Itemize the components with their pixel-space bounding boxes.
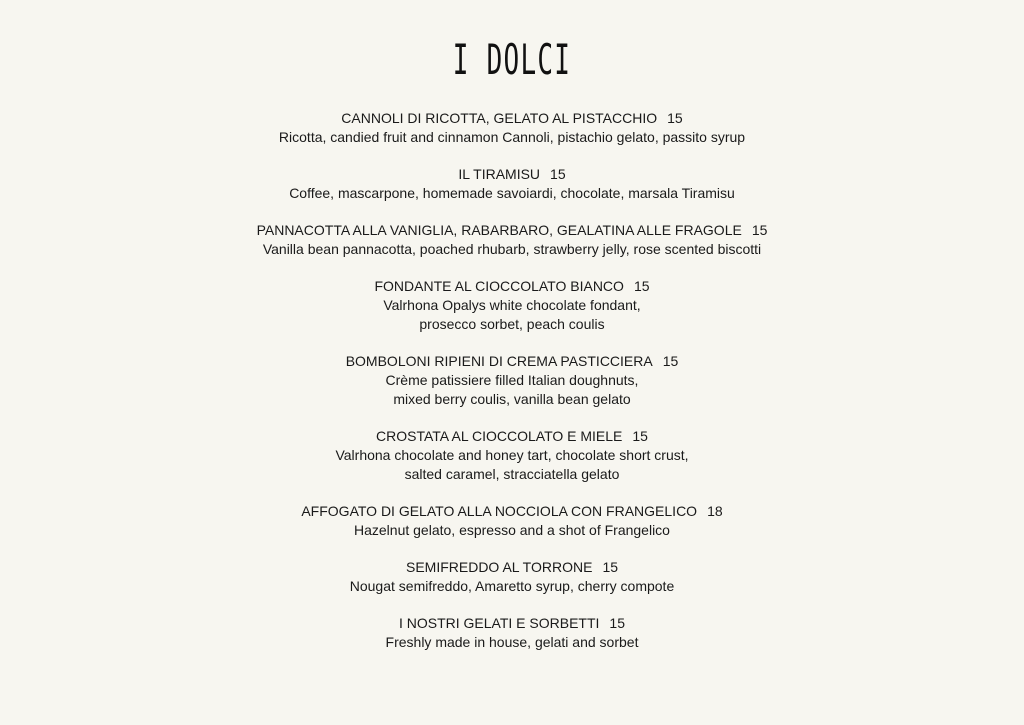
menu-title: I DOLCI xyxy=(452,35,572,84)
menu-item xyxy=(0,109,1024,147)
item-price: 15 xyxy=(632,428,648,444)
menu-item xyxy=(0,614,1024,652)
item-description: prosecco sorbet, peach coulis xyxy=(419,316,605,332)
item-price: 18 xyxy=(707,503,723,519)
item-price: 15 xyxy=(550,166,566,182)
dessert-list xyxy=(0,109,1024,670)
menu-item xyxy=(0,558,1024,596)
item-description: Valrhona Opalys white chocolate fondant, xyxy=(383,297,641,313)
item-description: Vanilla bean pannacotta, poached rhubarb, strawberry jelly, rose scented biscotti xyxy=(262,241,762,257)
item-name: AFFOGATO DI GELATO ALLA NOCCIOLA CON FRANGELICO xyxy=(301,503,698,519)
item-name: I NOSTRI GELATI E SORBETTI xyxy=(398,615,600,631)
menu-item xyxy=(0,502,1024,540)
item-description: Crème patissiere filled Italian doughnuts, xyxy=(385,372,639,388)
menu-item xyxy=(0,165,1024,203)
item-name: CROSTATA AL CIOCCOLATO E MIELE xyxy=(376,428,623,444)
item-description: Nougat semifreddo, Amaretto syrup, cherry compote xyxy=(349,578,675,594)
item-name: IL TIRAMISU xyxy=(458,166,541,182)
item-price: 15 xyxy=(662,353,679,369)
item-price: 15 xyxy=(602,559,619,575)
item-name: CANNOLI DI RICOTTA, GELATO AL PISTACCHIO xyxy=(341,110,658,126)
item-description: mixed berry coulis, vanilla bean gelato xyxy=(393,391,631,407)
item-name: BOMBOLONI RIPIENI DI CREMA PASTICCIERA xyxy=(345,353,653,369)
menu-item xyxy=(0,221,1024,259)
item-description: Ricotta, candied fruit and cinnamon Cannoli, pistachio gelato, passito syrup xyxy=(278,129,746,145)
item-price: 15 xyxy=(633,278,650,294)
menu-item xyxy=(0,427,1024,484)
item-description: Hazelnut gelato, espresso and a shot of Frangelico xyxy=(354,522,670,538)
item-price: 15 xyxy=(667,110,683,126)
menu-item xyxy=(0,277,1024,334)
item-description: Freshly made in house, gelati and sorbet xyxy=(385,634,639,650)
item-price: 15 xyxy=(751,222,768,238)
item-name: FONDANTE AL CIOCCOLATO BIANCO xyxy=(374,278,624,294)
item-description: Coffee, mascarpone, homemade savoiardi, chocolate, marsala Tiramisu xyxy=(289,185,735,201)
item-price: 15 xyxy=(609,615,625,631)
item-description: salted caramel, stracciatella gelato xyxy=(404,466,620,482)
item-name: PANNACOTTA ALLA VANIGLIA, RABARBARO, GEALATINA ALLE FRAGOLE xyxy=(256,222,742,238)
item-description: Valrhona chocolate and honey tart, chocolate short crust, xyxy=(335,447,689,463)
menu-item xyxy=(0,352,1024,409)
item-name: SEMIFREDDO AL TORRONE xyxy=(405,559,593,575)
